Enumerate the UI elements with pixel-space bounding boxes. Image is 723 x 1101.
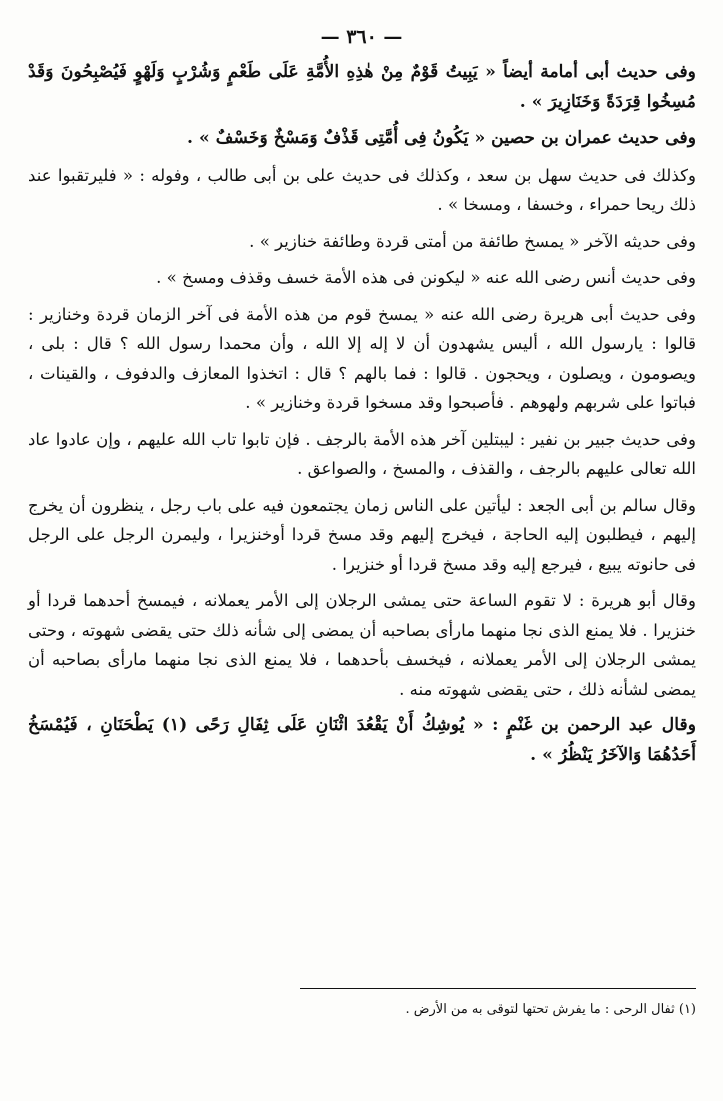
- page-number: — ٣٦٠ —: [320, 26, 403, 48]
- paragraph-abu-umama-hadith: وفى حديث أبى أمامة أيضاً « يَبِيتُ قَوْمٌ مِنْ هٰذِهِ الأُمَّةِ عَلَى طَعْمٍ وَشُرْبٍ وَلَهْوٍ فَيُصْبِحُونَ وَقَدْ مُسِخُوا قِرَدَةً وَخَنَازِيرَ » .: [28, 62, 696, 112]
- footnote-divider: [300, 988, 696, 989]
- paragraph-abdulrahman-saying: وقال عبد الرحمن بن غَنْمٍ : « يُوشِكُ أَنْ يَقْعُدَ اثْنَانِ عَلَى ثِفَالِ رَحًى (١) يَطْحَنَانِ ، فَيُمْسَخُ أَحَدُهُمَا وَالآخَرُ يَنْظُرُ » .: [28, 715, 696, 765]
- footnote: (١) ثفال الرحى : ما يفرش تحتها لتوقى به من الأرض .: [405, 1002, 696, 1017]
- paragraph-other-hadith: وفى حديثه الآخر « يمسخ طائفة من أمتى قردة وطائفة خنازير » .: [249, 231, 696, 251]
- paragraph-abu-hurayra-hadith: وفى حديث أبى هريرة رضى الله عنه « يمسخ قوم من هذه الأمة فى آخر الزمان قردة وخنازير : قالوا : يارسول الله ، أليس يشهدون أن لا إله إلا الله ، وأن محمدا رسول الله ؟ قال : بلى ، ويصومون ، ويصلون ، ويحجون . قالوا : فما بالهم ؟ قال : اتخذوا المعازف والدفوف ، والقينات ، فباتوا على شربهم ولهوهم . فأصبحوا وقد مسخوا قردة وخنازير » .: [28, 304, 697, 412]
- paragraph-salim-saying: وقال سالم بن أبى الجعد : ليأتين على الناس زمان يجتمعون فيه على باب رجل ، ينظرون أن يخرج إليهم ، فيطلبون إليه الحاجة ، فيخرج إليهم وقد مسخ قردا أوخنزيرا ، وليمرن الرجل على الرجل فى حانوته يبيع ، فيرجع إليه وقد مسخ قردا أو خنزيرا .: [28, 495, 696, 574]
- paragraph-sahl-ali-hadith: وكذلك فى حديث سهل بن سعد ، وكذلك فى حديث على بن أبى طالب ، وفوله : « فليرتقبوا عند ذلك ريحا حمراء ، وخسفا ، ومسخا » .: [28, 165, 696, 214]
- paragraph-imran-hadith: وفى حديث عمران بن حصين « يَكُونُ فِى أُمَّتِى قَذْفٌ وَمَسْخٌ وَخَسْفٌ » .: [187, 128, 696, 148]
- paragraph-anas-hadith: وفى حديث أنس رضى الله عنه « ليكونن فى هذه الأمة خسف وقذف ومسخ » .: [156, 268, 696, 287]
- paragraph-abu-hurayra-saying: وقال أبو هريرة : لا تقوم الساعة حتى يمشى الرجلان إلى الأمر يعملانه ، فيمسخ أحدهما قردا أو خنزيرا . فلا يمنع الذى نجا منهما مارأى بصاحبه أن يمضى إلى شأنه ذلك حتى يقضى شهوته ، وحتى يمشى الرجلان إلى الأمر يعملانه ، فيخسف بأحدهما ، فلا يمنع الذى نجا منهما مارأى بصاحبه أن يمضى لشأنه ذلك ، حتى يقضى شهوته منه .: [28, 591, 696, 699]
- paragraph-jubayr-hadith: وفى حديث جبير بن نفير : ليبتلين آخر هذه الأمة بالرجف . فإن تابوا تاب الله عليهم ، وإن عادوا عاد الله تعالى عليهم بالرجف ، والقذف ، والمسخ ، والصواعق .: [28, 429, 696, 478]
- body-text: [28, 58, 696, 777]
